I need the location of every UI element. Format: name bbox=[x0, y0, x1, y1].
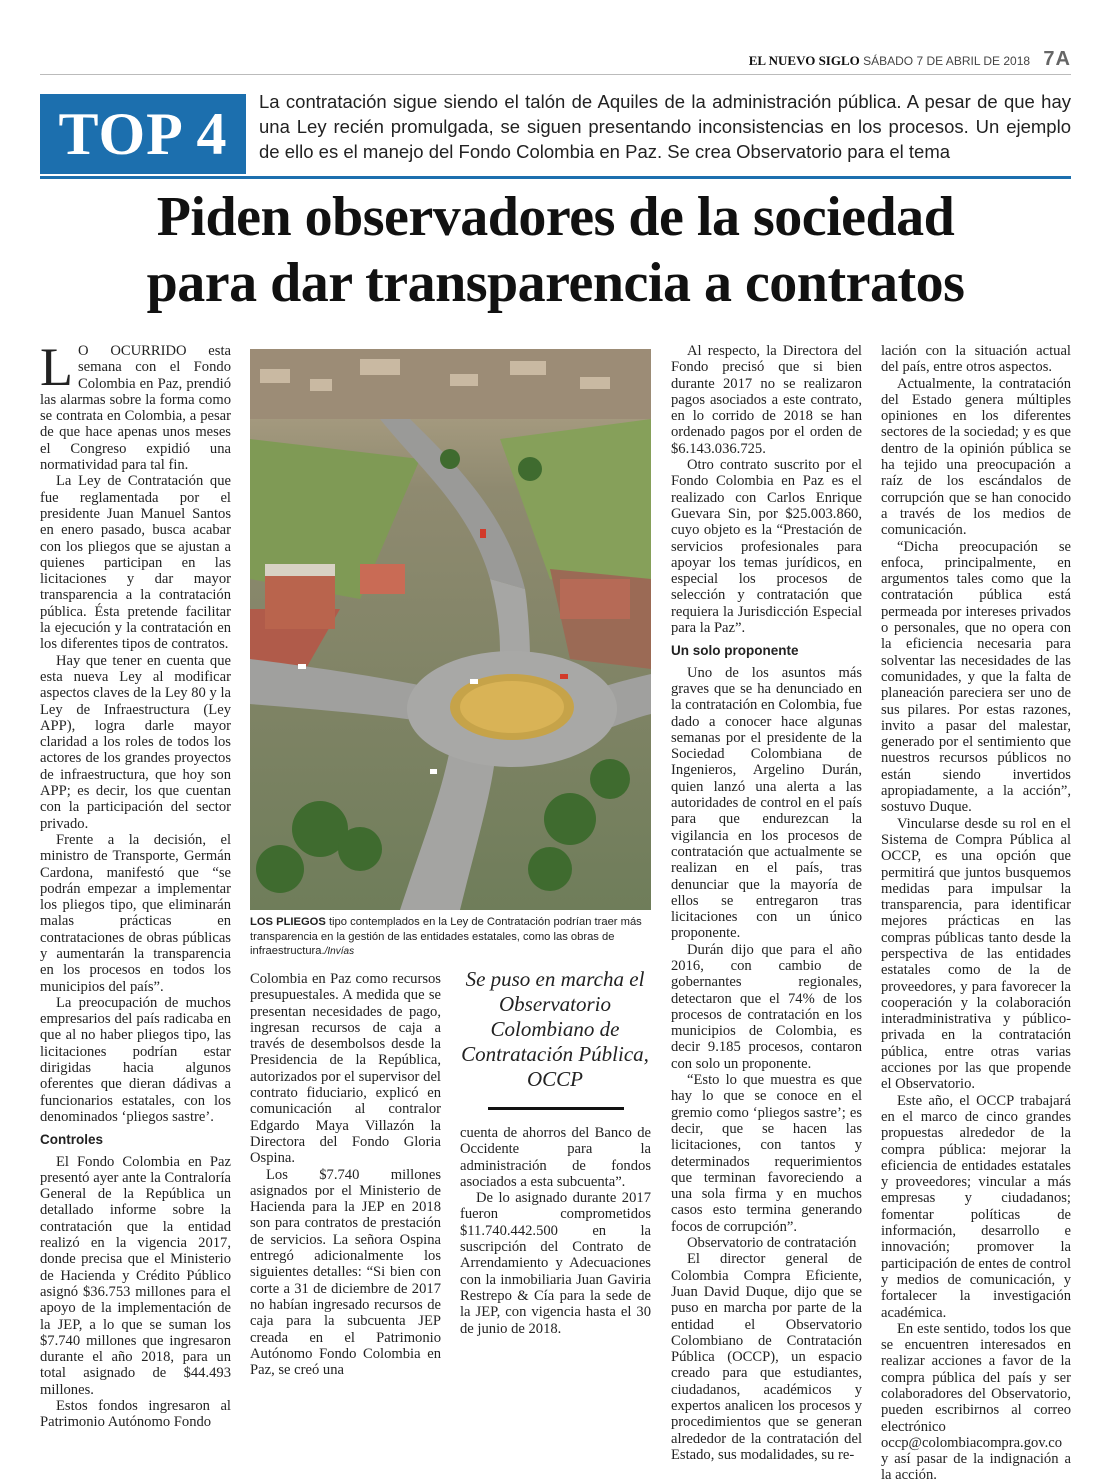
paragraph: Colombia en Paz como recursos presupuestales. A medida que se presentan necesidades de pago, ingresan recursos de caja a través de desembolsos desde la Presidencia de la República, autorizados por el supervisor del contrato fiduciario, explicó en comunicación al contralor Edgardo Maya Villazón la Directora del Fondo Gloria Ospina. bbox=[250, 971, 441, 1167]
headline-line-1: Piden observadores de la sociedad bbox=[156, 186, 955, 248]
subhead-controles: Controles bbox=[40, 1132, 104, 1148]
paragraph: cuenta de ahorros del Banco de Occidente para la administración de fondos asociados a esta subcuenta”. bbox=[460, 1125, 651, 1190]
lead-paragraph: L O OCURRIDO esta semana con el Fondo Colombia en Paz, prendió las alarmas sobre la forma como se contrata en Colombia, a pesar de que hace apenas unos meses el Congreso expidió una normatividad para tal fin. bbox=[40, 337, 231, 474]
issue-date: SÁBADO 7 DE ABRIL DE 2018 bbox=[863, 54, 1031, 68]
paragraph: La preocupación de muchos empresarios del país radicaba en que al no haber pliegos tipo, las licitaciones podrían estar dirigidas hacia algunos oferentes que dieran dádivas a funcionarios estatales, con los denominados ‘pliegos sastre’. bbox=[40, 994, 231, 1125]
article-column-5 bbox=[881, 343, 1071, 1484]
paragraph: Observatorio de contratación bbox=[687, 1235, 857, 1252]
pull-quote: Se puso en marcha el Observatorio Colombiano de Contratación Pública, OCCP bbox=[461, 967, 649, 1091]
photo-illustration bbox=[250, 349, 651, 910]
masthead bbox=[749, 48, 1071, 71]
section-label: TOP 4 bbox=[40, 94, 246, 174]
paragraph: Frente a la decisión, el ministro de Transporte, Germán Cardona, manifestó que “se podrán empezar a implementar los pliegos tipo, que eliminarán malas prácticas en contrataciones de obras públicas y aumentarán la transparencia en los procesos en todos los municipios del país”. bbox=[40, 831, 231, 995]
roundabout-aerial-photo bbox=[250, 349, 651, 910]
section-divider bbox=[40, 176, 1071, 179]
pull-quote-rule bbox=[488, 1107, 624, 1110]
headline bbox=[40, 184, 1071, 316]
paragraph: Al respecto, la Directora del Fondo precisó que si bien durante 2017 no se realizaron pagos asociados a este contrato, en lo corrido de 2018 se han ordenado pagos por el orden de $6.143.036.725. bbox=[671, 343, 862, 457]
paragraph: Actualmente, la contratación del Estado genera múltiples opiniones en los diferentes sectores de la sociedad; y es que dentro de la opinión pública se ha tejido una preocupación a raíz de los escándalos de corrupción que se han conocido a través de los medios de comunicación. bbox=[881, 375, 1071, 539]
paragraph: Durán dijo que para el año 2016, con cambio de gobernantes regionales, detectaron que el 74% de los procesos de contratación en los municipios de Colombia, es decir 9.185 procesos, contaron con solo un proponente. bbox=[671, 941, 862, 1072]
page-number: 7A bbox=[1043, 48, 1071, 70]
paragraph: “Dicha preocupación se enfoca, principalmente, en argumentos tales como que la contratación pública está permeada por intereses privados o personales, que no opera con la eficiencia necesaria para solventar las necesidades de las comunidades, y que la falta de planeación pareciera ser uno de sus pilares. Por estas razones, invito a pasar del malestar, generado por el sentimiento que nuestros recursos públicos no están siendo invertidos apropiadamente, a la acción”, sostuvo Duque. bbox=[881, 538, 1071, 816]
paragraph: El director general de Colombia Compra Eficiente, Juan David Duque, dijo que se puso en marcha por parte de la entidad el Observatorio Colombiano de Contratación Pública (OCCP), un espacio creado para que estudiantes, ciudadanos, académicos y expertos analicen los procesos y procedimientos que se generan alrededor de la contratación del Estado, sus modalidades, su re- bbox=[671, 1251, 862, 1463]
newspaper-name: EL NUEVO SIGLO bbox=[748, 53, 860, 68]
paragraph: Uno de los asuntos más graves que se ha denunciado en la contratación en Colombia, fue dado a conocer hace algunas semanas por el presidente de la Sociedad Colombiana de Ingenieros, Argelino Durán, quien lanzó una alerta a las autoridades de control en el país para que endurezcan la vigilancia en los procesos de contratación que actualmente se realizan en el país, tras denunciar que la mayoría de ellos se entregaron tras licitaciones con un único proponente. bbox=[671, 664, 862, 942]
paragraph: Este año, el OCCP trabajará en el marco de cinco grandes propuestas alrededor de la compra pública: mejorar la eficiencia de entidades estatales y proveedores; vincular a más empresas y ciudadanos; fomentar políticas de información, desarrollo e innovación; promover la participación de entes de control y medios de comunicación, y fortalecer la investigación académica. bbox=[881, 1092, 1071, 1321]
photo-credit: /Invías bbox=[324, 946, 355, 957]
kicker-text: La contratación sigue siendo el talón de Aquiles de la administración pública. A pesar de que hay una Ley recién promulgada, se siguen presentando inconsistencias en los procesos. Un ejemplo de ello es el manejo del Fondo Colombia en Paz. Se crea Observatorio para el tema bbox=[259, 91, 1071, 162]
photo-caption bbox=[250, 915, 651, 960]
paragraph: Hay que tener en cuenta que esta nueva Ley al modificar aspectos claves de la Ley 80 y la Ley de Infraestructura (Ley APP), logra darle mayor claridad a los roles de todos los actores de los grandes proyectos de infraestructura, que hoy son APP; es decir, los que cuentan con la participación del sector privado. bbox=[40, 652, 231, 832]
article-column-2 bbox=[250, 971, 441, 1378]
paragraph: En este sentido, todos los que se encuentren interesados en realizar acciones a favor de la compra pública del país y ser colaboradores del Observatorio, pueden escribirnos al correo electrónico occp@colombiacompra.gov.co y así pasar de la indignación a la acción. bbox=[881, 1320, 1071, 1484]
paragraph: El Fondo Colombia en Paz presentó ayer ante la Contraloría General de la República un detallado informe sobre la contratación que la entidad realizó en la vigencia 2017, donde precisa que el Ministerio de Hacienda y Crédito Público asignó $36.753 millones para el apoyo de la implementación de la JEP, a lo que se suman los $7.740 millones que ingresaron durante el año 2018, para un total asignado de $44.493 millones. bbox=[40, 1153, 231, 1398]
article-column-3 bbox=[460, 1125, 651, 1337]
paragraph: De lo asignado durante 2017 fueron comprometidos $11.740.442.500 en la suscripción del Contrato de Arrendamiento y Adecuaciones con la inmobiliaria Juan Gaviria Restrepo & Cía para la sede de la JEP, con vigencia hasta el 30 de junio de 2018. bbox=[460, 1190, 651, 1337]
top-divider bbox=[40, 74, 1071, 75]
paragraph: “Esto lo que muestra es que hay lo que se conoce en el gremio como ‘pliegos sastre’; es decir, que se hacen las licitaciones, con tantos y determinados requerimientos que terminan favoreciendo a una sola firma y en muchos casos esto termina generando focos de corrupción”. bbox=[671, 1072, 862, 1235]
drop-cap: L bbox=[40, 337, 73, 397]
paragraph: La Ley de Contratación que fue reglamentada por el presidente Juan Manuel Santos en enero pasado, busca acabar con los pliegos que se ajustan a quienes participan en las licitaciones y dar mayor transparencia a la contratación pública. Ésta pretende facilitar la ejecución y la contratación en los diferentes tipos de contratos. bbox=[40, 473, 231, 653]
caption-lead: LOS PLIEGOS bbox=[250, 916, 326, 928]
subhead-un-solo-proponente: Un solo proponente bbox=[671, 643, 799, 659]
paragraph: Vincularse desde su rol en el Sistema de Compra Pública al OCCP, es una opción que permitirá que juntos busquemos medidas para impulsar la transparencia, para identificar mejores prácticas en las compras públicas tanto desde la perspectiva de las entidades estatales como de la de proveedores, y para favorecer la cooperación y la colaboración interadministrativa y público-privada en la contratación pública, entre otras varias acciones por las que propende el Observatorio. bbox=[881, 815, 1071, 1093]
paragraph: Los $7.740 millones asignados por el Ministerio de Hacienda para la JEP en 2018 son para contratos de prestación de servicios. La señora Ospina entregó adicionalmente los siguientes detalles: “Si bien con corte a 31 de diciembre de 2017 no habían ingresado recursos de caja para la subcuenta JEP creada en el Patrimonio Autónomo Fondo Colombia en Paz, se creó una bbox=[250, 1166, 441, 1379]
headline-line-2: para dar transparencia a contratos bbox=[146, 252, 965, 314]
paragraph: Otro contrato suscrito por el Fondo Colombia en Paz es el realizado con Carlos Enrique Guevara Sin, por $25.003.860, cuyo objeto es la “Prestación de servicios profesionales para apoyar los temas jurídicos, en especial los procesos de selección y contratación que requiera la Jurisdicción Especial para la Paz”. bbox=[671, 457, 862, 637]
paragraph: Estos fondos ingresaron al Patrimonio Autónomo Fondo bbox=[40, 1398, 231, 1431]
caption-text: tipo contemplados en la Ley de Contratación podrían traer más transparencia en la gestión de las entidades estatales, como las obras de infraestructura. bbox=[250, 916, 642, 957]
paragraph: lación con la situación actual del país, entre otros aspectos. bbox=[881, 343, 1071, 376]
article-column-4 bbox=[671, 343, 862, 1463]
article-column-1 bbox=[40, 337, 231, 1431]
